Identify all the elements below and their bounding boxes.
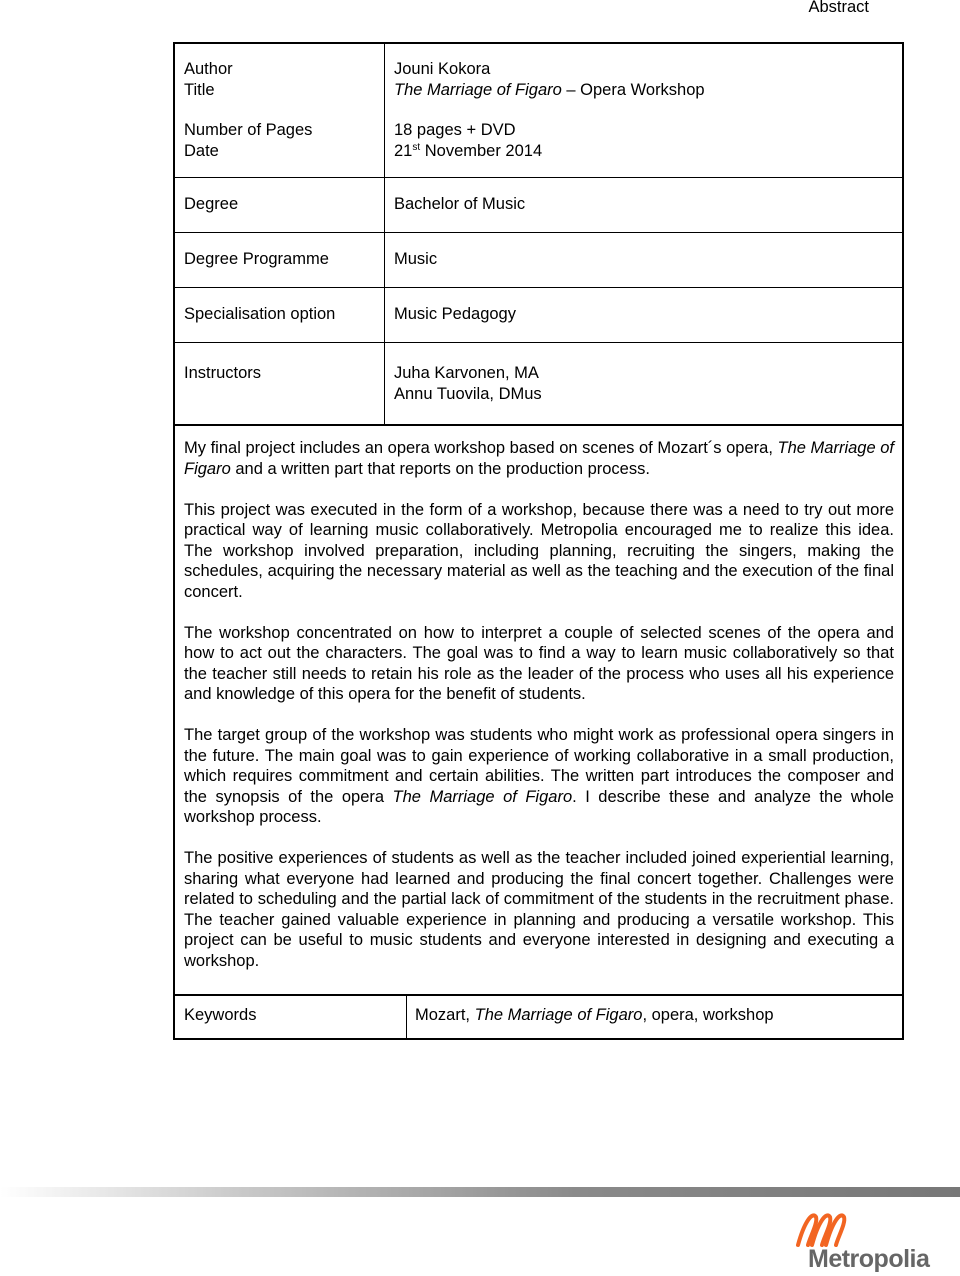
metropolia-logo-text: Metropolia: [808, 1245, 930, 1273]
author-title-date-row: [175, 44, 902, 178]
instructor-1: Juha Karvonen, MA: [394, 364, 539, 382]
footer-divider: [0, 1187, 960, 1197]
date-label: Date: [184, 141, 219, 160]
instructors-value: [385, 343, 902, 424]
abstract-paragraph-5: The positive experiences of students as well as the teacher included joined experiential learning, sharing what everyone had learned and producing the final concert together. Challenges were related to scheduling and the partial lack of commitment of the students in the recruitment phase. The teacher gained valuable experience in planning and producing a versatile workshop. This project can be useful to music students and everyone interested in designing and executing a workshop.: [184, 849, 894, 970]
abstract-paragraph-2: This project was executed in the form of a workshop, because there was a need to try out more practical way of learning music collaboratively. Metropolia encouraged me to realize this idea. The workshop involved preparation, including planning, recruiting the singers, making the schedules, acquiring the necessary material as well as the teaching and the execution of the final concert.: [184, 500, 894, 601]
degree-value: Bachelor of Music: [394, 195, 526, 213]
date-day: 21: [394, 141, 413, 160]
specialisation-row: [175, 288, 902, 343]
title-value: [394, 80, 902, 101]
programme-row: [175, 233, 902, 288]
programme-label: Degree Programme: [175, 233, 385, 287]
title-label: Title: [184, 80, 215, 99]
title-italic: The Marriage of Figaro: [394, 80, 562, 99]
keywords-label: Keywords: [175, 996, 407, 1038]
abstract-paragraph-3: The workshop concentrated on how to interpret a couple of selected scenes of the opera and how to act out the characters. The goal was to find a way to learn music collaboratively so that the teacher still needs to retain his role as the leader of the process who uses all his experience and knowledge of this opera for the benefit of students.: [184, 623, 894, 703]
abstract-sheet: [173, 42, 904, 1040]
author-label: Author: [184, 60, 233, 78]
date-rest: November 2014: [420, 141, 543, 160]
keywords-value: Mozart, The Marriage of Figaro, opera, workshop: [415, 1006, 774, 1024]
degree-row: [175, 178, 902, 233]
author-value: Jouni Kokora: [394, 60, 491, 78]
instructor-2: Annu Tuovila, DMus: [394, 384, 542, 403]
title-rest: – Opera Workshop: [561, 80, 705, 99]
label-column: [175, 44, 385, 177]
abstract-paragraph-1: My final project includes an opera workshop based on scenes of Mozart´s opera, The Marriage of Figaro and a written part that reports on the production process.: [184, 439, 894, 478]
instructors-row: [175, 343, 902, 426]
pages-label: Number of Pages: [184, 121, 313, 139]
abstract-body: [175, 426, 902, 996]
instructors-label: Instructors: [175, 343, 385, 424]
degree-label: Degree: [175, 178, 385, 232]
keywords-row: [175, 996, 902, 1038]
date-value: [394, 141, 902, 162]
specialisation-label: Specialisation option: [175, 288, 385, 342]
value-column: [385, 44, 902, 177]
pages-value: 18 pages + DVD: [394, 121, 516, 139]
date-suffix: st: [412, 141, 421, 153]
abstract-paragraph-4: The target group of the workshop was students who might work as professional opera singers in the future. The main goal was to gain experience of working collaborative in a small production, which requires commitment and certain abilities. The written part introduces the composer and the synopsis of the opera The Marriage of Figaro. I describe these and analyze the whole workshop process.: [184, 726, 894, 826]
page-header-label: Abstract: [808, 0, 869, 16]
specialisation-value: Music Pedagogy: [394, 305, 516, 323]
programme-value: Music: [394, 250, 438, 268]
